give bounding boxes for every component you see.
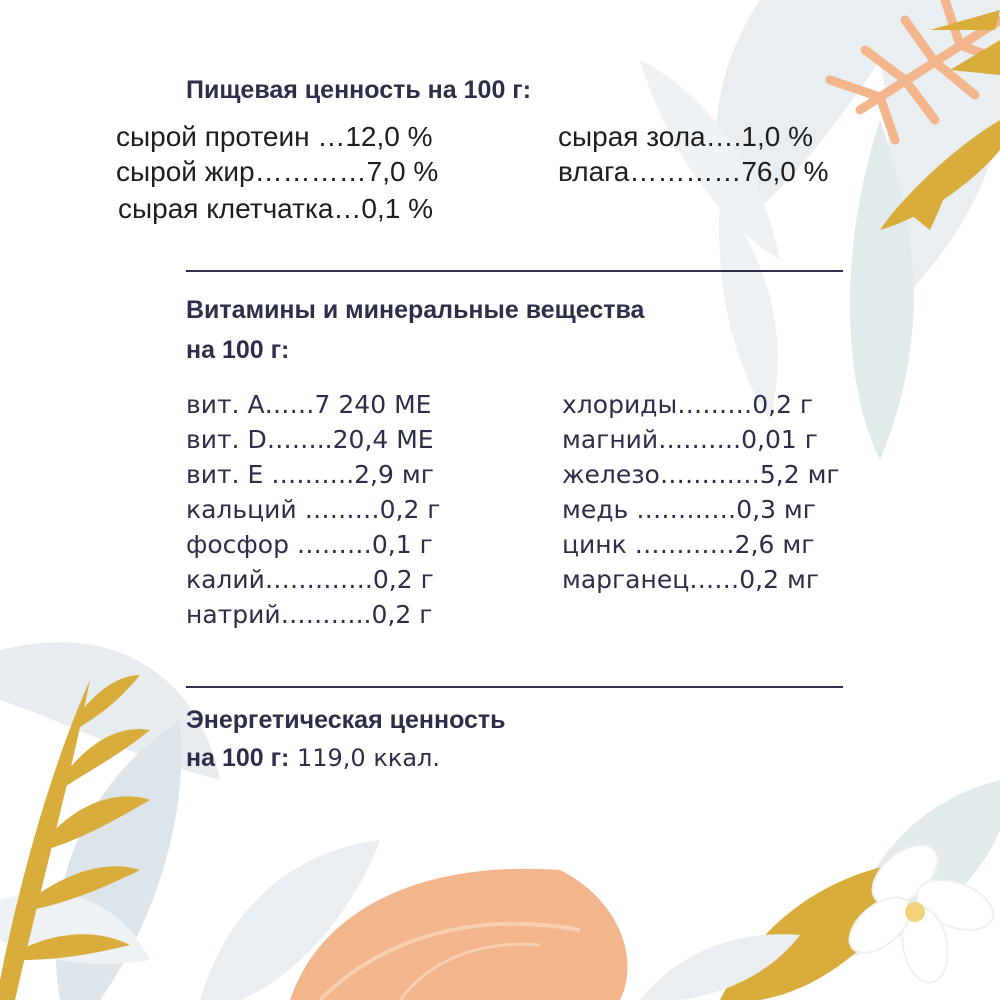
divider-1 [186, 270, 843, 272]
row-label: магний [562, 425, 659, 454]
row-dots: …… [689, 565, 740, 594]
row-value: 5,2 мг [759, 460, 840, 489]
row-dots: ……… [304, 495, 380, 524]
row-value: 2,6 мг [734, 530, 815, 559]
row-value: 0,2 г [371, 600, 433, 629]
row-value: 0,3 мг [736, 495, 816, 524]
row-label: сырой жир [116, 156, 255, 187]
row-label: сырой протеин [116, 121, 318, 152]
row-dots: … [333, 193, 362, 224]
row-dots: …… [264, 390, 315, 419]
row-dots: ……….. [280, 600, 372, 629]
nutrition-row-protein [116, 123, 433, 151]
row-value: 12,0 % [345, 121, 433, 152]
row-label: сырая зола [558, 121, 706, 152]
row-label: калий [186, 565, 265, 594]
row-label: натрий [186, 600, 281, 629]
mineral-row-phosphorus [186, 532, 433, 557]
row-label: хлориды [562, 390, 678, 419]
mineral-row-iron [562, 462, 840, 487]
vitamin-row-d [186, 427, 434, 452]
row-value: 20,4 МЕ [332, 425, 434, 454]
vitamins-title-line1: Витамины и минеральные вещества [186, 296, 645, 324]
row-dots: … [317, 121, 346, 152]
energy-value: 119,0 ккал. [289, 744, 440, 772]
row-label: марганец [562, 565, 690, 594]
row-dots: ………. [658, 425, 742, 454]
row-label: вит. А [186, 390, 265, 419]
mineral-row-sodium [186, 602, 432, 627]
row-dots: …. [705, 121, 742, 152]
row-value: 76,0 % [741, 156, 829, 187]
mineral-row-copper [562, 497, 816, 522]
row-value: 0,2 мг [739, 565, 819, 594]
row-value: 2,9 мг [354, 460, 434, 489]
row-value: 1,0 % [741, 121, 813, 152]
row-label: вит. D [186, 425, 267, 454]
row-dots: ………. [271, 460, 355, 489]
energy-per-100g-label: на 100 г: [186, 744, 290, 772]
row-label: вит. Е [186, 460, 272, 489]
vitamin-row-e [186, 462, 434, 487]
row-label: железо [562, 460, 660, 489]
row-value: 0,1 г [371, 530, 433, 559]
nutrition-row-fiber [118, 195, 433, 223]
row-dots: ………… [254, 156, 367, 187]
vitamins-title-line2: на 100 г: [186, 336, 290, 364]
mineral-row-magnesium [562, 427, 818, 452]
row-value: 0,2 г [752, 390, 814, 419]
mineral-row-manganese [562, 567, 819, 592]
mineral-row-chlorides [562, 392, 813, 417]
row-value: 7 240 МЕ [314, 390, 432, 419]
vitamin-row-a [186, 392, 431, 417]
row-dots: ………… [629, 156, 742, 187]
row-value: 0,1 % [361, 193, 433, 224]
row-dots: ……… [296, 530, 372, 559]
row-label: сырая клетчатка [118, 193, 334, 224]
row-dots: ………… [636, 495, 737, 524]
nutrition-row-ash [558, 123, 813, 151]
energy-title-line2 [186, 745, 440, 773]
energy-title-line1: Энергетическая ценность [186, 706, 506, 734]
divider-2 [186, 686, 843, 688]
row-value: 0,2 г [372, 565, 434, 594]
row-dots: ………… [659, 460, 760, 489]
nutrition-row-fat [116, 158, 438, 186]
row-label: влага [558, 156, 630, 187]
mineral-row-zinc [562, 532, 814, 557]
nutrition-title: Пищевая ценность на 100 г: [186, 76, 532, 104]
mineral-row-potassium [186, 567, 434, 592]
mineral-row-calcium [186, 497, 440, 522]
row-label: кальций [186, 495, 305, 524]
row-dots: …….. [266, 425, 333, 454]
row-label: цинк [562, 530, 635, 559]
row-value: 7,0 % [366, 156, 439, 187]
row-dots: ……… [677, 390, 753, 419]
nutrition-row-moisture [558, 158, 828, 186]
row-value: 0,2 г [379, 495, 441, 524]
row-dots: …………. [264, 565, 373, 594]
row-label: фосфор [186, 530, 297, 559]
row-value: 0,01 г [741, 425, 818, 454]
row-dots: ………… [634, 530, 735, 559]
row-label: медь [562, 495, 637, 524]
